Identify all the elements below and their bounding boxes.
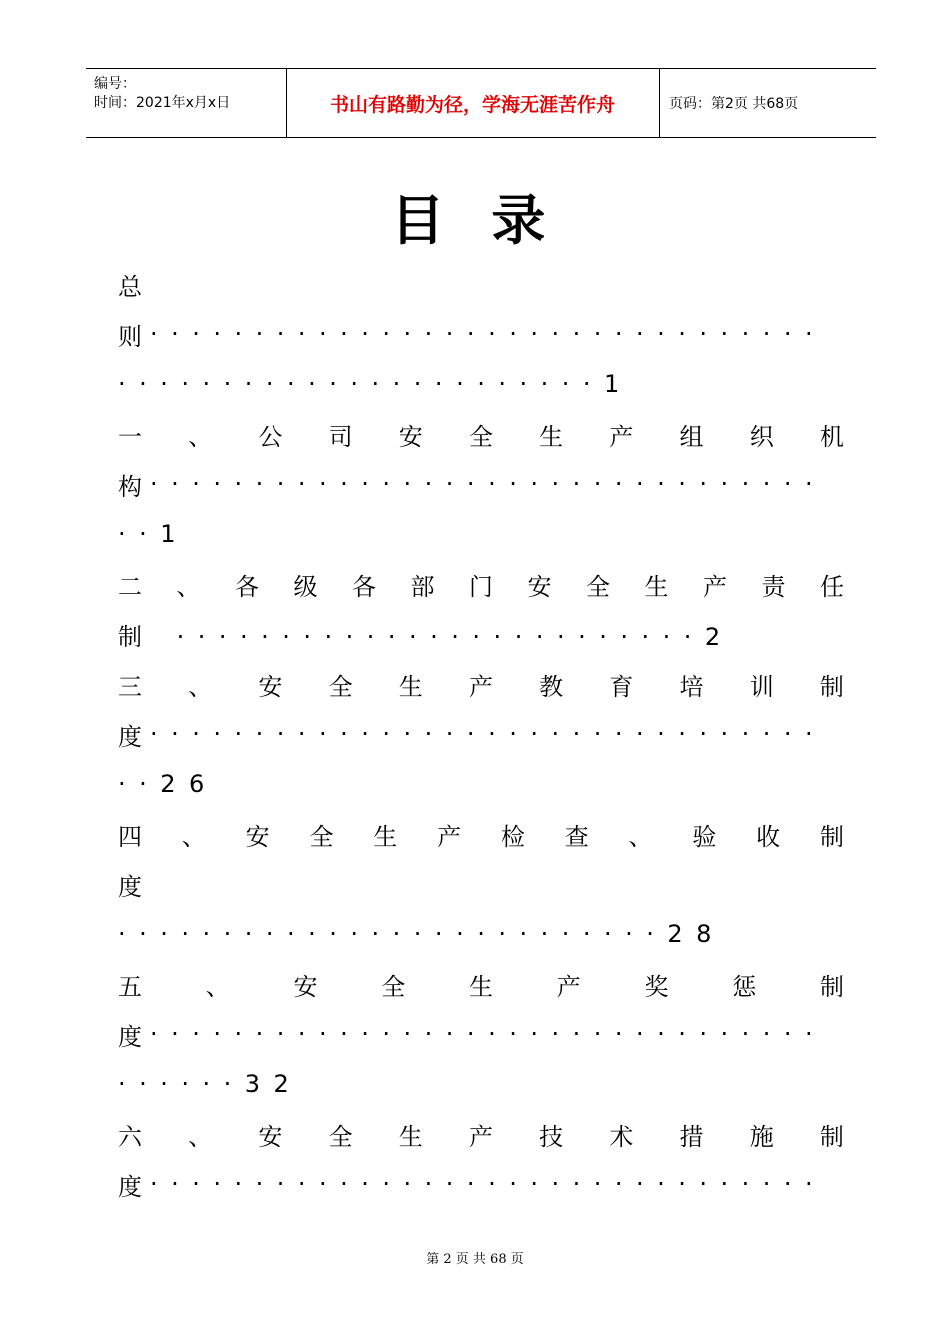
toc-line	[118, 714, 844, 754]
toc-heading-char: 制	[819, 822, 844, 851]
toc-line	[118, 464, 844, 504]
toc-heading-char: 产	[468, 672, 493, 701]
toc-heading-char: 施	[749, 1122, 774, 1151]
toc-heading-char: 收	[756, 822, 781, 851]
toc-heading-char: 安	[245, 822, 270, 851]
toc-heading-char: 制	[819, 1122, 844, 1151]
header-table	[86, 68, 876, 138]
toc-heading-char: 生	[373, 822, 398, 851]
toc-heading-char: 全	[328, 1122, 353, 1151]
toc-heading-char: 生	[539, 422, 564, 451]
toc-heading-char: 产	[556, 972, 581, 1001]
toc-line	[118, 614, 844, 654]
toc-leader: ································	[150, 720, 827, 748]
toc-heading-char: 四	[118, 822, 142, 851]
toc-heading-char: 、	[188, 422, 213, 451]
toc-heading-char: 查	[564, 822, 589, 851]
toc-leader: ··1	[118, 520, 190, 548]
toc-heading-char: 一	[118, 422, 142, 451]
toc-leader: ··26	[118, 770, 218, 798]
toc-line	[118, 564, 844, 604]
toc-line	[118, 364, 844, 404]
toc-heading-char: 生	[398, 1122, 423, 1151]
toc-line	[118, 1164, 844, 1204]
toc-heading-char: 织	[749, 422, 774, 451]
toc-line	[118, 914, 844, 954]
toc-line	[118, 964, 844, 1004]
number-label: 编号：	[94, 76, 136, 92]
toc-heading-char: 育	[609, 672, 634, 701]
toc-heading-char: 全	[586, 572, 610, 601]
toc-heading-char: 生	[398, 672, 423, 701]
toc-heading-char: 全	[309, 822, 334, 851]
toc-heading-char: 责	[761, 572, 786, 601]
toc-text: 则	[118, 322, 142, 351]
toc-line	[118, 414, 844, 454]
toc-heading-char: 组	[679, 422, 704, 451]
toc-heading-char: 二	[118, 572, 142, 601]
toc-heading-char: 产	[703, 572, 727, 601]
toc-heading-char: 安	[258, 672, 283, 701]
toc-heading-char: 安	[293, 972, 318, 1001]
toc-heading-char: 技	[539, 1122, 564, 1151]
toc-heading-char: 任	[820, 572, 844, 601]
toc-leader: ································	[150, 470, 827, 498]
toc-heading-char: 教	[539, 672, 564, 701]
toc-heading-char: 安	[527, 572, 552, 601]
toc-line	[118, 314, 844, 354]
toc-heading-char: 制	[819, 672, 844, 701]
toc-heading-char: 全	[328, 672, 353, 701]
toc-heading-char: 术	[609, 1122, 634, 1151]
toc-text: 度	[118, 1022, 142, 1051]
toc-heading-char: 部	[410, 572, 435, 601]
toc-line	[118, 1064, 844, 1104]
toc-leader: ································	[150, 320, 827, 348]
toc-line	[118, 814, 844, 854]
toc-leader: ·······················1	[118, 370, 633, 398]
toc-heading-char: 制	[820, 972, 844, 1001]
toc-heading-char: 措	[679, 1122, 704, 1151]
toc-heading-char: 安	[258, 1122, 283, 1151]
page-label: 页码：第2页 共68页	[669, 96, 799, 112]
toc-heading-char: 检	[500, 822, 525, 851]
toc-heading-char: 全	[468, 422, 493, 451]
toc-heading-char: 、	[188, 672, 213, 701]
date-label: 时间：2021年x月x日	[94, 95, 231, 111]
toc-heading-char: 全	[381, 972, 406, 1001]
header-info-cell	[86, 69, 287, 137]
page-footer: 第 2 页 共 68 页	[426, 1252, 524, 1267]
toc-heading-char: 五	[118, 972, 142, 1001]
toc-leader: ··························28	[118, 920, 725, 948]
toc-heading-char: 、	[628, 822, 653, 851]
toc-text: 度	[118, 1172, 142, 1201]
toc-heading-char: 训	[749, 672, 774, 701]
toc-line	[118, 1014, 844, 1054]
toc-leader: ································	[150, 1020, 827, 1048]
toc-heading-char: 惩	[732, 972, 757, 1001]
toc-line	[118, 864, 844, 904]
toc-heading-char: 、	[205, 972, 230, 1001]
toc-heading-char: 三	[118, 672, 142, 701]
toc-text: 构	[118, 472, 142, 501]
page-title: 目 录	[390, 188, 560, 252]
toc-heading-char: 生	[469, 972, 493, 1001]
toc-heading-char: 各	[235, 572, 259, 601]
toc-heading-char: 安	[398, 422, 423, 451]
toc-heading-char: 六	[118, 1122, 142, 1151]
toc-heading-char: 级	[293, 572, 318, 601]
toc-heading-char: 机	[819, 422, 844, 451]
toc-heading-char: 各	[352, 572, 376, 601]
toc-heading-char: 门	[469, 572, 493, 601]
toc-line	[118, 664, 844, 704]
toc-text: 度	[118, 872, 142, 901]
toc-heading-char: 生	[644, 572, 669, 601]
toc-heading-char: 培	[679, 672, 704, 701]
toc-text: 度	[118, 722, 142, 751]
toc-line	[118, 1114, 844, 1154]
toc-line	[118, 764, 844, 804]
toc-heading-char: 奖	[644, 972, 669, 1001]
toc-heading-char: 、	[181, 822, 206, 851]
toc-heading-char: 产	[468, 1122, 493, 1151]
toc-heading-char: 验	[692, 822, 717, 851]
toc-heading-char: 司	[328, 422, 353, 451]
toc-heading-char: 公	[258, 422, 283, 451]
motto: 书山有路勤为径，学海无涯苦作舟	[286, 69, 660, 137]
toc-line	[118, 514, 844, 554]
toc-heading-char: 产	[437, 822, 462, 851]
toc-heading-char: 、	[176, 572, 201, 601]
toc-text: 总	[118, 272, 142, 301]
toc-heading-char: 、	[188, 1122, 213, 1151]
toc-leader: 制 ·························2	[118, 622, 734, 651]
toc-heading-char: 产	[609, 422, 634, 451]
toc-line	[118, 264, 844, 304]
toc-leader: ································	[150, 1170, 827, 1198]
toc-leader: ······32	[118, 1070, 303, 1098]
